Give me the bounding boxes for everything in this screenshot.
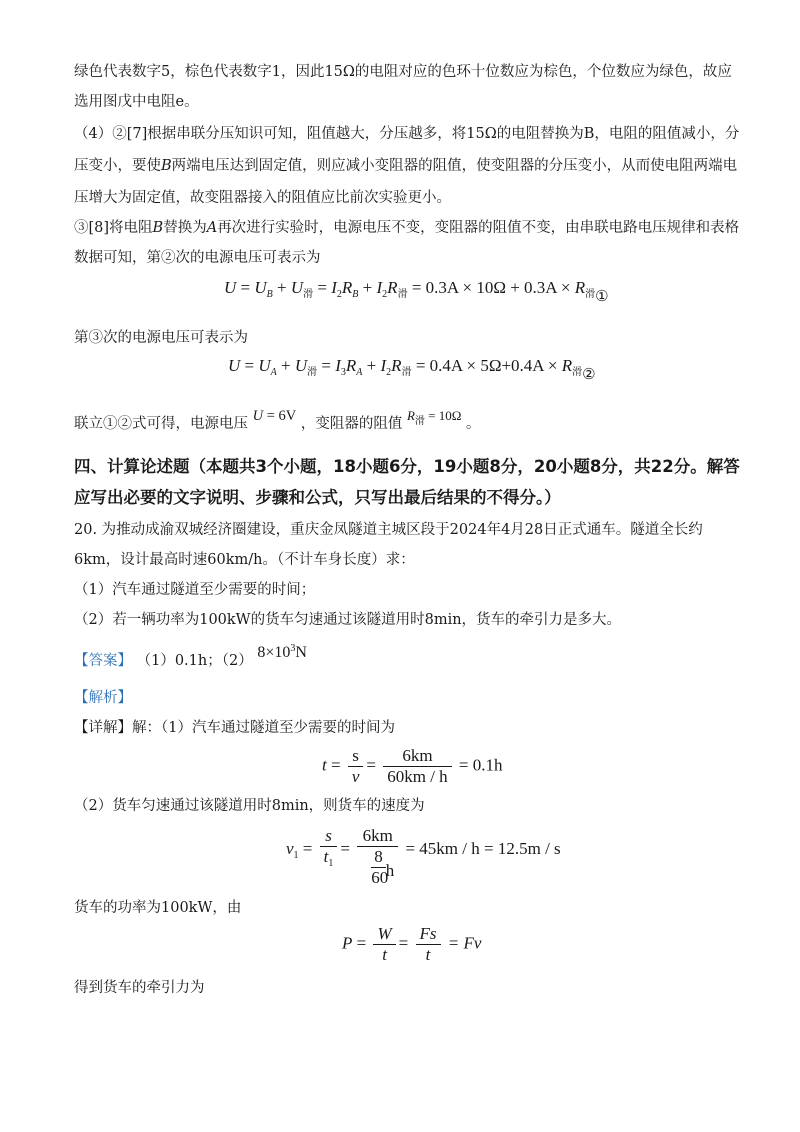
text-line: 压变小，要使B两端电压达到固定值，则应减小变阻器的阻值，使变阻器的分压变小，从而使电阻两端电 <box>74 158 738 174</box>
analysis-tag: 【解析】 <box>74 690 132 706</box>
detail-line: 【详解】解：（1）汽车通过隧道至少需要的时间为 <box>74 720 395 736</box>
section-heading: 四、计算论述题（本题共3个小题，18小题6分，19小题8分，20小题8分，共22分。解答 <box>74 457 740 476</box>
equation-3: t = $\frac{s}{v}$ = $\frac{6km}{60km / h}$ = 0.1h <box>322 746 503 786</box>
equation-4: $v_1$ = $\frac{s}{t_1}$ = 6km 8h 60 = 45km / h = 12.5m / s <box>286 826 561 887</box>
text-line: 联立①②式可得，电源电压 U = 6V ，变阻器的阻值 $R_滑 = 10\Omega$ 。 <box>74 408 481 432</box>
text-line: 绿色代表数字5，棕色代表数字1，因此15Ω的电阻对应的色环十位数应为棕色，个位数应为绿色，故应 <box>74 64 732 80</box>
text-line: 第③次的电源电压可表示为 <box>74 330 248 346</box>
answer-tag: 【答案】 <box>74 653 132 669</box>
question-item: （2）若一辆功率为100kW的货车匀速通过该隧道用时8min，货车的牵引力是多大。 <box>74 612 622 628</box>
text-line: 得到货车的牵引力为 <box>74 980 205 996</box>
text-line: （2）货车匀速通过该隧道用时8min，则货车的速度为 <box>74 798 425 814</box>
section-heading: 应写出必要的文字说明、步骤和公式，只写出最后结果的不得分。） <box>74 488 561 507</box>
question-item: （1）汽车通过隧道至少需要的时间； <box>74 582 316 598</box>
question-text: 20. 为推动成渝双城经济圈建设，重庆金凤隧道主城区段于2024年4月28日正式通车。隧道全长约 <box>74 522 703 538</box>
text-line: 货车的功率为100kW，由 <box>74 900 242 916</box>
answer-line: 【答案】 （1）0.1h；（2） $8\times 10^3N$ <box>74 643 307 669</box>
text-line: 压增大为固定值，故变阻器接入的阻值应比前次实验更小。 <box>74 190 451 206</box>
text-line: 数据可知，第②次的电源电压可表示为 <box>74 250 321 266</box>
text-line: 选用图戊中电阻e。 <box>74 94 199 110</box>
equation-2: $U = U_A + U_滑 = I_3R_A + I_2R_滑 = 0.4A \times 5\Omega+0.4A$ × $R_滑②$ <box>228 356 596 383</box>
equation-1: $U = U_B + U_滑 = I_2R_B + I_2R_滑 = 0.3A \times 10\Omega + 0.3A$ × $R_滑①$ <box>224 278 609 305</box>
question-text: 6km，设计最高时速60km/h。（不计车身长度）求： <box>74 552 415 568</box>
text-line: ③[8]将电阻B替换为A再次进行实验时，电源电压不变，变阻器的阻值不变，由串联电路电压规律和表格 <box>74 220 740 236</box>
text-line: （4）②[7]根据串联分压知识可知，阻值越大，分压越多，将15Ω的电阻替换为B，电阻的阻值减小，分 <box>74 126 740 142</box>
equation-5: P = $\frac{W}{t}$ = $\frac{Fs}{t}$ = Fv <box>342 924 482 964</box>
